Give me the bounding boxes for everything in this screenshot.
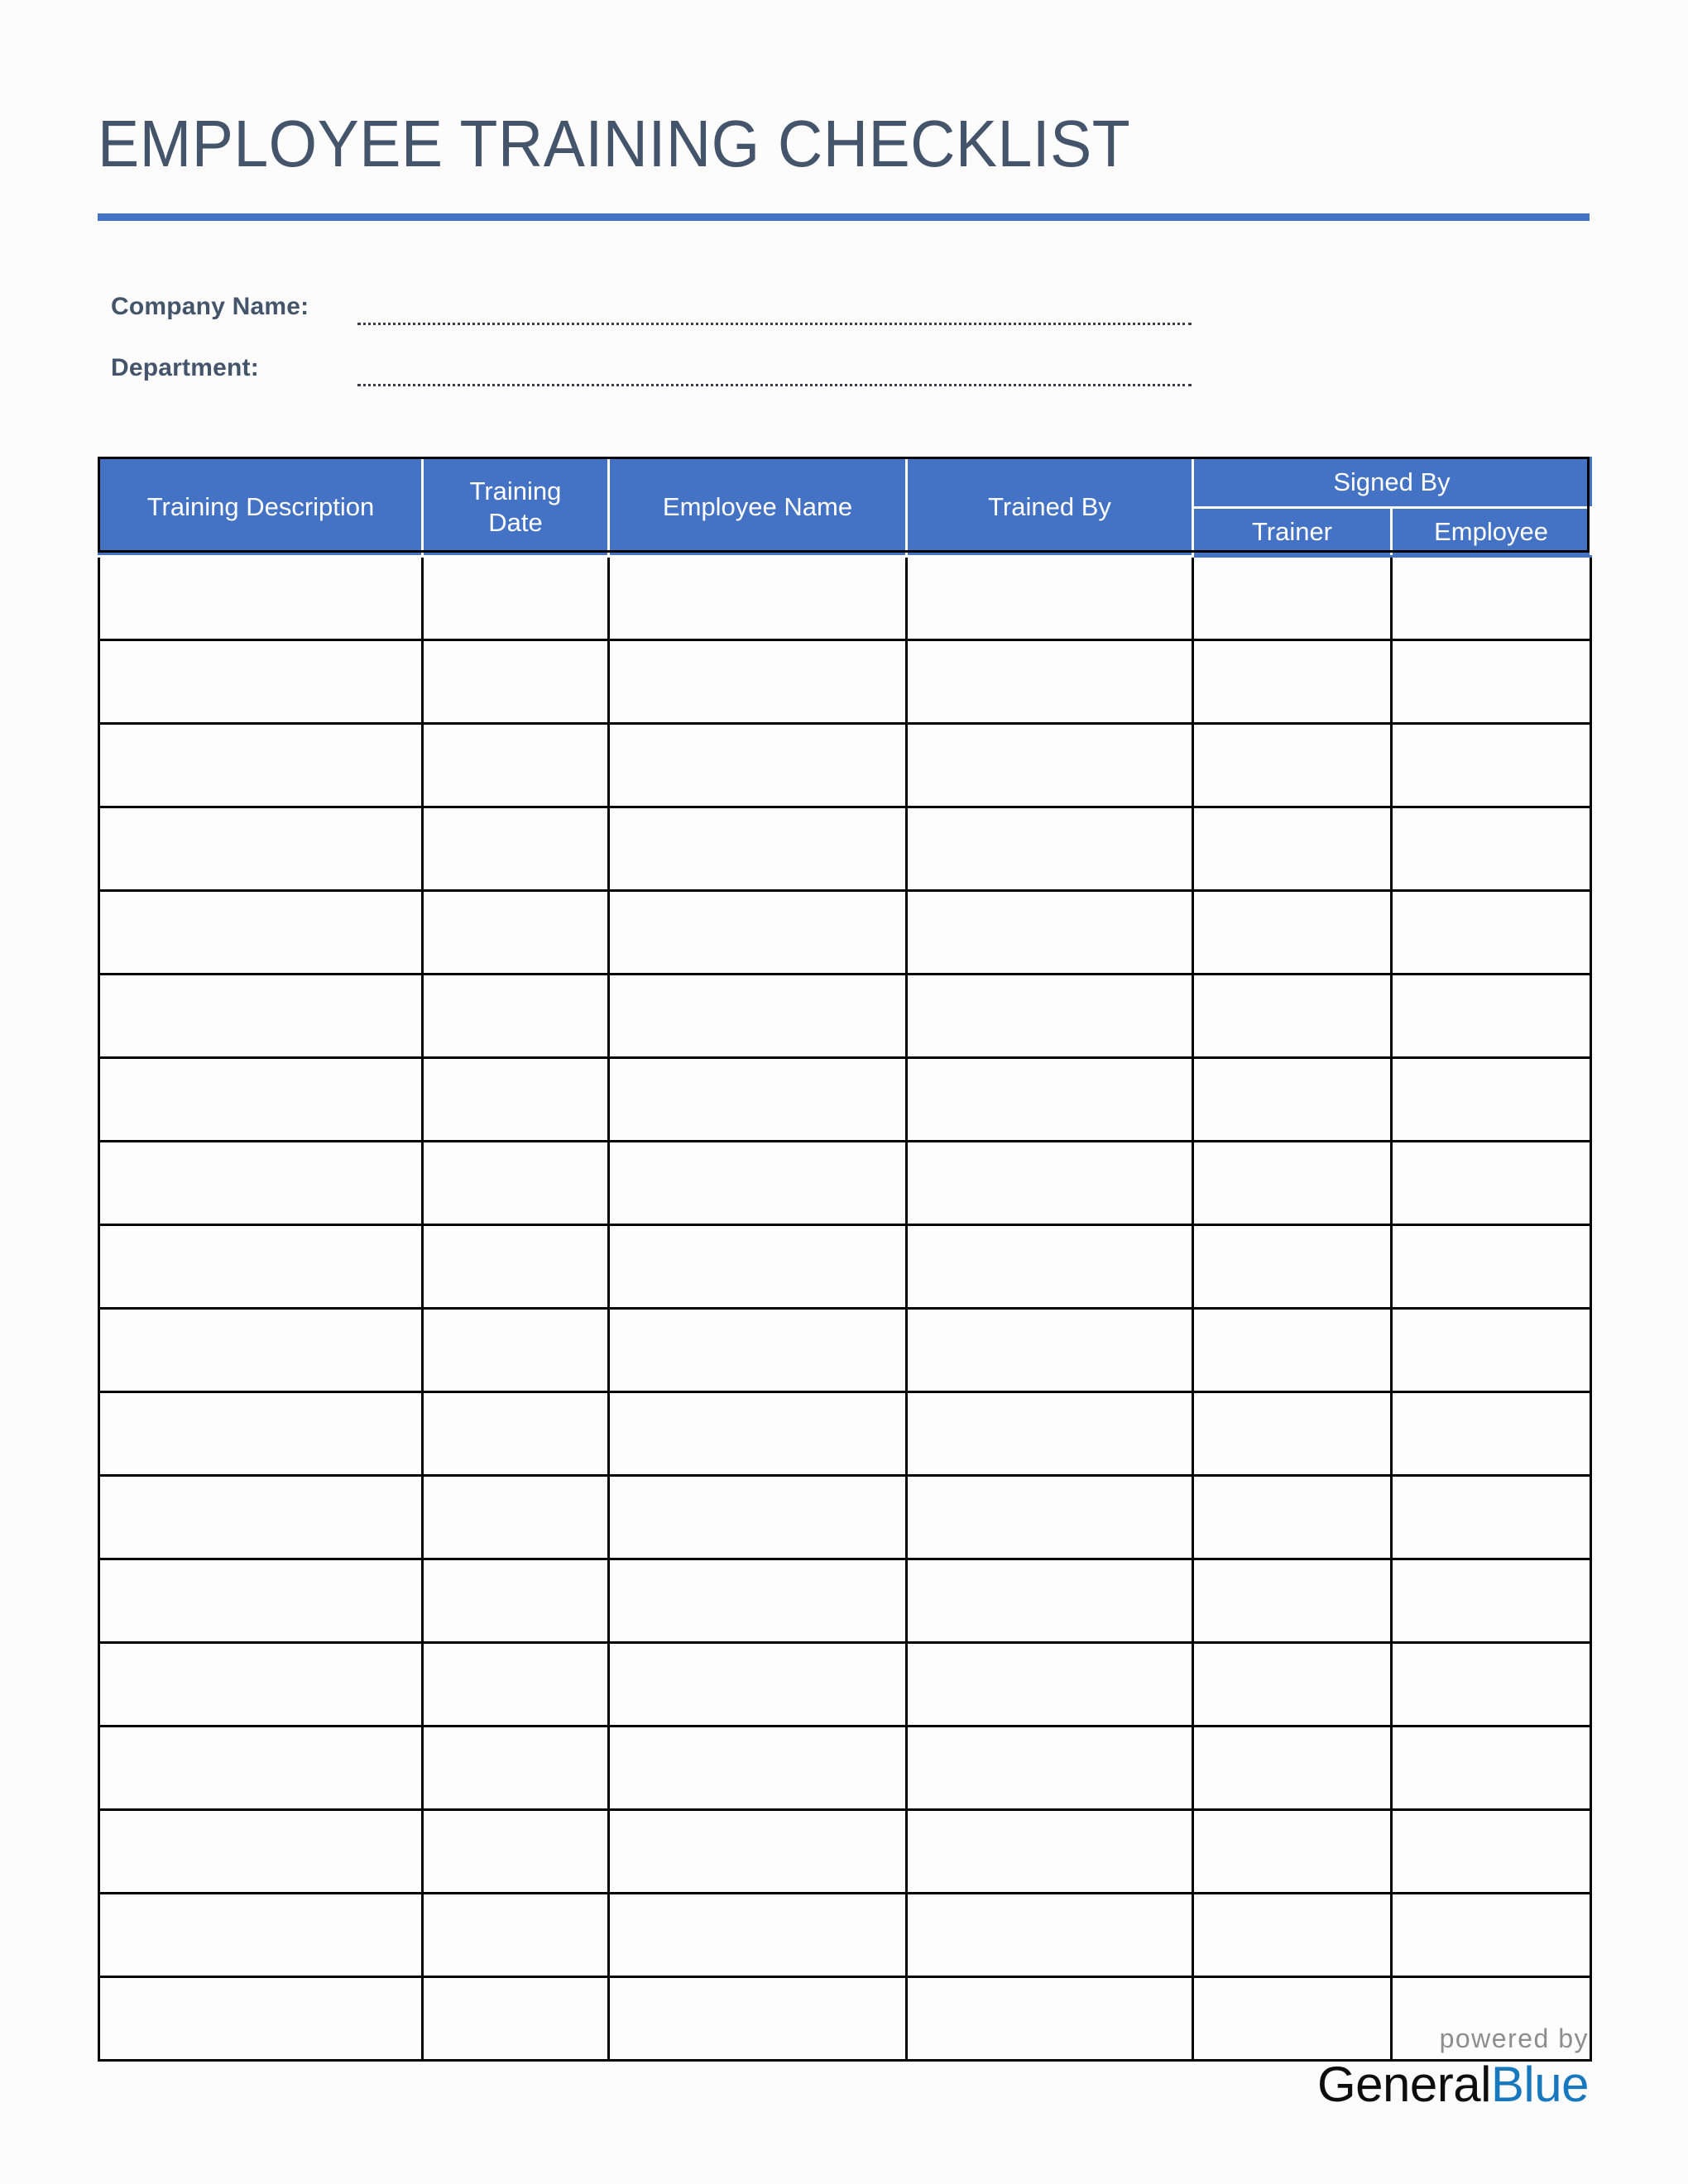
cell-trainer-signature[interactable] xyxy=(1193,807,1392,891)
cell-trainer-signature[interactable] xyxy=(1193,1643,1392,1727)
column-header-signed-by: Signed By xyxy=(1193,458,1591,508)
column-header-employee-name: Employee Name xyxy=(609,458,907,557)
cell-employee-name[interactable] xyxy=(609,1894,907,1977)
column-header-trained-by: Trained By xyxy=(907,458,1193,557)
cell-employee-name[interactable] xyxy=(609,1977,907,2061)
table-row xyxy=(99,1727,1591,1810)
cell-training-date[interactable] xyxy=(423,557,609,640)
table-row xyxy=(99,975,1591,1058)
cell-trained-by[interactable] xyxy=(907,1727,1193,1810)
cell-employee-name[interactable] xyxy=(609,1476,907,1559)
cell-trainer-signature[interactable] xyxy=(1193,1894,1392,1977)
cell-training-description[interactable] xyxy=(99,1142,423,1225)
cell-employee-signature[interactable] xyxy=(1392,891,1591,975)
cell-employee-name[interactable] xyxy=(609,724,907,807)
cell-employee-signature[interactable] xyxy=(1392,1225,1591,1309)
table-row xyxy=(99,1559,1591,1643)
cell-trained-by[interactable] xyxy=(907,891,1193,975)
cell-trained-by[interactable] xyxy=(907,807,1193,891)
cell-employee-name[interactable] xyxy=(609,1309,907,1392)
table-row xyxy=(99,1392,1591,1476)
cell-trained-by[interactable] xyxy=(907,1309,1193,1392)
training-checklist-table xyxy=(98,457,1592,2062)
cell-training-date[interactable] xyxy=(423,1142,609,1225)
cell-employee-signature[interactable] xyxy=(1392,1392,1591,1476)
cell-trained-by[interactable] xyxy=(907,1643,1193,1727)
cell-training-description[interactable] xyxy=(99,640,423,724)
column-header-training-date-line1: Training xyxy=(469,477,562,505)
column-header-training-description: Training Description xyxy=(99,458,423,557)
cell-training-date[interactable] xyxy=(423,1727,609,1810)
form-row-company-name xyxy=(0,281,1688,342)
table-row xyxy=(99,1058,1591,1142)
cell-employee-signature[interactable] xyxy=(1392,640,1591,724)
cell-trained-by[interactable] xyxy=(907,1476,1193,1559)
cell-trained-by[interactable] xyxy=(907,1977,1193,2061)
cell-training-description[interactable] xyxy=(99,1643,423,1727)
table-row xyxy=(99,557,1591,640)
table-row xyxy=(99,1142,1591,1225)
brand-name-general: General xyxy=(1316,2057,1491,2112)
table-header xyxy=(99,458,1591,557)
cell-training-description[interactable] xyxy=(99,891,423,975)
cell-employee-signature[interactable] xyxy=(1392,807,1591,891)
table-row xyxy=(99,724,1591,807)
cell-training-date[interactable] xyxy=(423,724,609,807)
table-row xyxy=(99,1225,1591,1309)
cell-trainer-signature[interactable] xyxy=(1193,1476,1392,1559)
cell-training-description[interactable] xyxy=(99,1476,423,1559)
cell-employee-signature[interactable] xyxy=(1392,1058,1591,1142)
cell-training-description[interactable] xyxy=(99,1225,423,1309)
brand-name-blue: Blue xyxy=(1490,2057,1589,2112)
cell-employee-name[interactable] xyxy=(609,1392,907,1476)
cell-training-date[interactable] xyxy=(423,807,609,891)
cell-employee-signature[interactable] xyxy=(1392,1894,1591,1977)
cell-trained-by[interactable] xyxy=(907,1225,1193,1309)
cell-trained-by[interactable] xyxy=(907,724,1193,807)
cell-employee-signature[interactable] xyxy=(1392,1643,1591,1727)
cell-employee-name[interactable] xyxy=(609,891,907,975)
cell-trained-by[interactable] xyxy=(907,1392,1193,1476)
cell-training-description[interactable] xyxy=(99,1810,423,1894)
cell-training-date[interactable] xyxy=(423,1977,609,2061)
table-body xyxy=(99,557,1591,2061)
cell-training-description[interactable] xyxy=(99,1559,423,1643)
cell-employee-name[interactable] xyxy=(609,1727,907,1810)
cell-training-date[interactable] xyxy=(423,1559,609,1643)
table-header-row-top xyxy=(99,458,1591,508)
cell-training-date[interactable] xyxy=(423,1225,609,1309)
cell-trainer-signature[interactable] xyxy=(1193,640,1392,724)
cell-trainer-signature[interactable] xyxy=(1193,975,1392,1058)
cell-training-description[interactable] xyxy=(99,1894,423,1977)
table-row xyxy=(99,1643,1591,1727)
title-underline-rule xyxy=(98,213,1590,221)
department-label: Department: xyxy=(111,354,259,381)
table-row xyxy=(99,1810,1591,1894)
training-checklist-table-wrap xyxy=(98,457,1590,2062)
form-fields xyxy=(0,281,1688,404)
cell-training-date[interactable] xyxy=(423,1309,609,1392)
cell-training-date[interactable] xyxy=(423,1643,609,1727)
powered-by-label: powered by xyxy=(1439,2024,1589,2053)
cell-trainer-signature[interactable] xyxy=(1193,1727,1392,1810)
cell-training-description[interactable] xyxy=(99,1727,423,1810)
cell-employee-name[interactable] xyxy=(609,807,907,891)
cell-training-description[interactable] xyxy=(99,975,423,1058)
cell-trained-by[interactable] xyxy=(907,1058,1193,1142)
column-header-signed-by-trainer: Trainer xyxy=(1193,507,1392,557)
cell-training-description[interactable] xyxy=(99,1977,423,2061)
cell-training-date[interactable] xyxy=(423,640,609,724)
cell-employee-name[interactable] xyxy=(609,1643,907,1727)
table-row xyxy=(99,640,1591,724)
cell-trained-by[interactable] xyxy=(907,557,1193,640)
form-row-department xyxy=(0,342,1688,404)
cell-trained-by[interactable] xyxy=(907,975,1193,1058)
cell-training-description[interactable] xyxy=(99,807,423,891)
cell-trained-by[interactable] xyxy=(907,1894,1193,1977)
cell-employee-signature[interactable] xyxy=(1392,1559,1591,1643)
cell-employee-signature[interactable] xyxy=(1392,1142,1591,1225)
cell-employee-name[interactable] xyxy=(609,1559,907,1643)
column-header-training-date xyxy=(423,458,609,557)
cell-employee-name[interactable] xyxy=(609,557,907,640)
table-row xyxy=(99,807,1591,891)
cell-employee-signature[interactable] xyxy=(1392,975,1591,1058)
cell-trainer-signature[interactable] xyxy=(1193,1142,1392,1225)
cell-trainer-signature[interactable] xyxy=(1193,1559,1392,1643)
cell-trainer-signature[interactable] xyxy=(1193,1392,1392,1476)
cell-employee-signature[interactable] xyxy=(1392,724,1591,807)
cell-employee-name[interactable] xyxy=(609,1225,907,1309)
cell-employee-signature[interactable] xyxy=(1392,1810,1591,1894)
footer-logo xyxy=(1317,2025,1589,2110)
cell-employee-signature[interactable] xyxy=(1392,1476,1591,1559)
cell-trained-by[interactable] xyxy=(907,1142,1193,1225)
cell-trainer-signature[interactable] xyxy=(1193,1309,1392,1392)
cell-training-date[interactable] xyxy=(423,1476,609,1559)
cell-training-description[interactable] xyxy=(99,724,423,807)
cell-training-description[interactable] xyxy=(99,1392,423,1476)
company-name-input[interactable] xyxy=(357,323,1192,325)
cell-employee-name[interactable] xyxy=(609,1810,907,1894)
cell-trainer-signature[interactable] xyxy=(1193,557,1392,640)
cell-trained-by[interactable] xyxy=(907,1810,1193,1894)
table-row xyxy=(99,1309,1591,1392)
cell-training-date[interactable] xyxy=(423,1894,609,1977)
table-row xyxy=(99,1476,1591,1559)
cell-training-description[interactable] xyxy=(99,1309,423,1392)
cell-training-date[interactable] xyxy=(423,891,609,975)
cell-employee-name[interactable] xyxy=(609,975,907,1058)
cell-training-date[interactable] xyxy=(423,975,609,1058)
column-header-training-date-line2: Date xyxy=(488,508,543,537)
cell-employee-signature[interactable] xyxy=(1392,1309,1591,1392)
cell-training-description[interactable] xyxy=(99,557,423,640)
column-header-signed-by-employee: Employee xyxy=(1392,507,1591,557)
cell-employee-signature[interactable] xyxy=(1392,557,1591,640)
cell-trainer-signature[interactable] xyxy=(1193,1810,1392,1894)
cell-trainer-signature[interactable] xyxy=(1193,1058,1392,1142)
company-name-label: Company Name: xyxy=(111,293,309,320)
table-row xyxy=(99,891,1591,975)
cell-training-date[interactable] xyxy=(423,1058,609,1142)
cell-training-date[interactable] xyxy=(423,1810,609,1894)
title-block xyxy=(98,106,1590,182)
cell-employee-name[interactable] xyxy=(609,1058,907,1142)
cell-employee-name[interactable] xyxy=(609,1142,907,1225)
cell-training-description[interactable] xyxy=(99,1058,423,1142)
table-row xyxy=(99,1894,1591,1977)
cell-trainer-signature[interactable] xyxy=(1193,891,1392,975)
cell-trained-by[interactable] xyxy=(907,1559,1193,1643)
cell-trained-by[interactable] xyxy=(907,640,1193,724)
cell-employee-name[interactable] xyxy=(609,640,907,724)
cell-employee-signature[interactable] xyxy=(1392,1727,1591,1810)
cell-trainer-signature[interactable] xyxy=(1193,1225,1392,1309)
brand-name xyxy=(1316,2057,1589,2112)
department-input[interactable] xyxy=(357,384,1192,386)
page-title: EMPLOYEE TRAINING CHECKLIST xyxy=(98,107,1131,180)
cell-training-date[interactable] xyxy=(423,1392,609,1476)
cell-trainer-signature[interactable] xyxy=(1193,724,1392,807)
